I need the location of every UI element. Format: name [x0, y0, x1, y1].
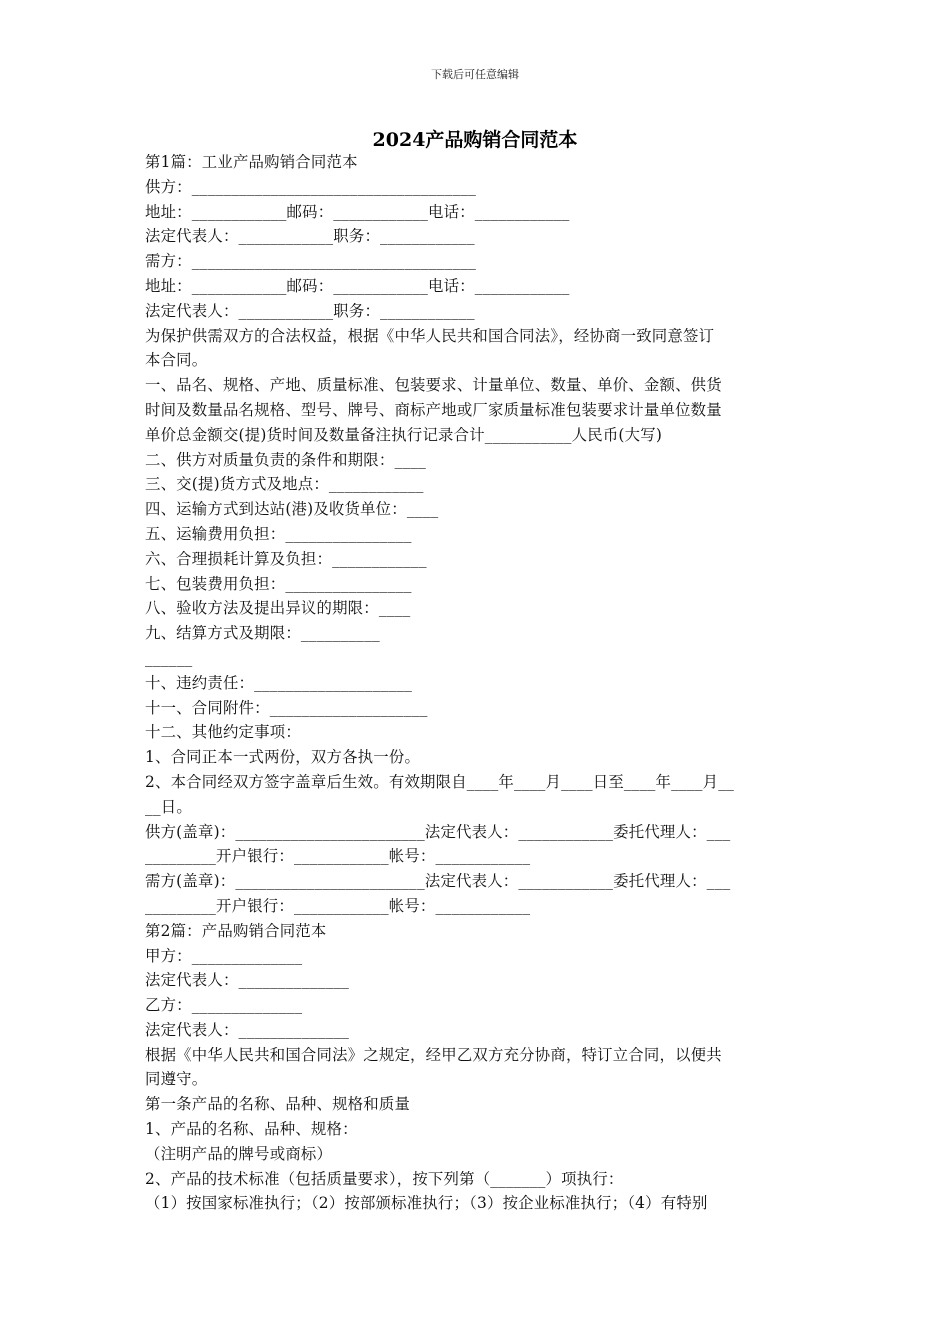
- text-line: 需方：____________________________________: [145, 252, 477, 271]
- text-line: 2、本合同经双方签字盖章后生效。有效期限自____年____月____日至____年____月__: [145, 772, 735, 791]
- text-line: 七、包装费用负担：________________: [145, 574, 412, 593]
- text-line: 九、结算方式及期限：__________: [145, 624, 380, 643]
- text-line: 二、供方对质量负责的条件和期限：____: [145, 450, 427, 469]
- text-line: 三、交(提)货方式及地点：____________: [145, 475, 424, 494]
- text-line: 甲方：______________: [145, 946, 303, 965]
- document-body: [145, 150, 805, 1216]
- text-line: （1）按国家标准执行；（2）按部颁标准执行；（3）按企业标准执行；（4）有特别: [145, 1194, 708, 1213]
- text-line: _________开户银行：____________帐号：____________: [145, 847, 531, 866]
- text-line: 2、产品的技术标准（包括质量要求），按下列第（_______）项执行：: [145, 1169, 624, 1188]
- text-line: 同遵守。: [145, 1070, 208, 1089]
- text-line: 供方：____________________________________: [145, 177, 477, 196]
- text-line: 需方(盖章)：________________________法定代表人：____________委托代理人：___: [145, 872, 731, 891]
- text-line: 乙方：______________: [145, 996, 303, 1015]
- text-line: __日。: [145, 797, 192, 816]
- text-line: 1、合同正本一式两份，双方各执一份。: [145, 748, 421, 767]
- text-line: 第一条产品的名称、品种、规格和质量: [145, 1095, 411, 1114]
- text-line: 时间及数量品名规格、型号、牌号、商标产地或厂家质量标准包装要求计量单位数量: [145, 400, 722, 419]
- text-line: 单价总金额交(提)货时间及数量备注执行记录合计___________人民币(大写): [145, 425, 663, 444]
- text-line: _________开户银行：____________帐号：____________: [145, 896, 531, 915]
- text-line: 四、运输方式到达站(港)及收货单位：____: [145, 500, 439, 519]
- text-line: 地址：____________邮码：____________电话：____________: [145, 202, 570, 221]
- text-line: 法定代表人：______________: [145, 1020, 350, 1039]
- text-line: 供方(盖章)：________________________法定代表人：____________委托代理人：___: [145, 822, 731, 841]
- text-line: 第1篇：工业产品购销合同范本: [145, 153, 358, 171]
- text-line: 六、合理损耗计算及负担：____________: [145, 549, 427, 568]
- text-line: 本合同。: [145, 351, 208, 370]
- text-line: 十、违约责任：____________________: [145, 673, 413, 692]
- text-line: （注明产品的牌号或商标）: [145, 1144, 333, 1163]
- text-line: 根据《中华人民共和国合同法》之规定，经甲乙双方充分协商，特订立合同，以便共: [145, 1045, 722, 1064]
- text-line: 十一、合同附件：____________________: [145, 698, 428, 717]
- text-line: 法定代表人：______________: [145, 971, 350, 990]
- header-note: 下载后可任意编辑: [431, 68, 519, 81]
- text-line: 十二、其他约定事项：: [145, 723, 301, 742]
- text-line: 法定代表人：____________职务：____________: [145, 301, 475, 320]
- text-line: 第2篇：产品购销合同范本: [145, 921, 327, 940]
- text-line: 五、运输费用负担：________________: [145, 524, 412, 543]
- text-line: ______: [145, 648, 193, 667]
- document-title: 2024产品购销合同范本: [372, 129, 578, 151]
- text-line: 地址：____________邮码：____________电话：____________: [145, 276, 570, 295]
- text-line: 1、产品的名称、品种、规格：: [145, 1120, 358, 1139]
- text-line: 法定代表人：____________职务：____________: [145, 227, 475, 246]
- text-line: 为保护供需双方的合法权益，根据《中华人民共和国合同法》，经协商一致同意签订: [145, 326, 715, 345]
- text-line: 八、验收方法及提出异议的期限：____: [145, 599, 411, 618]
- text-line: 一、品名、规格、产地、质量标准、包装要求、计量单位、数量、单价、金额、供货: [145, 376, 722, 395]
